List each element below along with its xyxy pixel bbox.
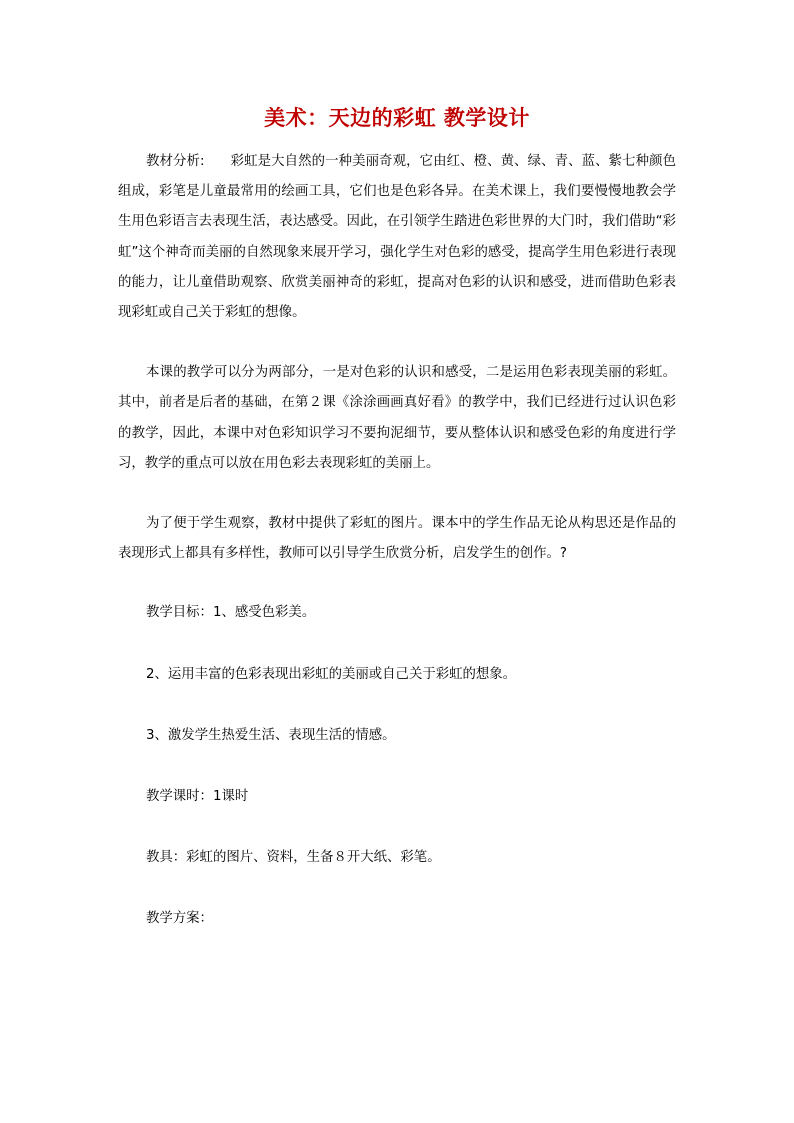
paragraph-lesson-structure: 本课的教学可以分为两部分，一是对色彩的认识和感受，二是运用色彩表现美丽的彩虹。其中，前者是后者的基础，在第２课《涂涂画画真好看》的教学中，我们已经进行过认识色彩的教学，因此，本课中对色彩知识学习不要拘泥细节，要从整体认识和感受色彩的角度进行学习，教学的重点可以放在用色彩去表现彩虹的美丽上。 (118, 365, 676, 471)
document-title: 美术：天边的彩虹 教学设计 (264, 105, 530, 130)
paragraph-goal-2: 2、运用丰富的色彩表现出彩虹的美丽或自己关于彩虹的想象。 (146, 666, 517, 682)
paragraph-spacer (118, 328, 676, 358)
paragraph-textbook-analysis: 教材分析: 彩虹是大自然的一种美丽奇观，它由红、橙、黄、绿、青、蓝、紫七种颜色组成，彩笔是儿童最常用的绘画工具，它们也是色彩各异。在美术课上，我们要慢慢地教会学生用色彩语言去表现生活，表达感受。因此，在引领学生踏进色彩世界的大门时，我们借助“彩虹”这个神奇而美丽的自然现象来展开学习，强化学生对色彩的感受，提高学生用色彩进行表现的能力，让儿童借助观察、欣赏美丽神奇的彩虹，提高对色彩的认识和感受，进而借助色彩表现彩虹或自己关于彩虹的想像。 (118, 154, 676, 321)
paragraph-spacer (118, 690, 676, 721)
paragraph-spacer (118, 873, 676, 904)
paragraph-spacer (118, 751, 676, 782)
document-body (118, 147, 676, 935)
paragraph-teaching-aids: 教具：彩虹的图片、资料，生备８开大纸、彩笔。 (146, 850, 441, 866)
paragraph-spacer (118, 629, 676, 660)
paragraph-teaching-plan: 教学方案： (146, 911, 213, 927)
paragraph-class-hours: 教学课时：1课时 (146, 789, 249, 805)
paragraph-spacer (118, 479, 676, 509)
paragraph-spacer (118, 812, 676, 843)
paragraph-observation: 为了便于学生观察，教材中提供了彩虹的图片。课本中的学生作品无论从构思还是作品的表现形式上都具有多样性，教师可以引导学生欣赏分析，启发学生的创作。? (118, 516, 676, 562)
paragraph-spacer (118, 569, 676, 598)
paragraph-goal-1: 教学目标：1、感受色彩美。 (146, 605, 316, 621)
paragraph-goal-3: 3、激发学生热爱生活、表现生活的情感。 (146, 727, 396, 743)
